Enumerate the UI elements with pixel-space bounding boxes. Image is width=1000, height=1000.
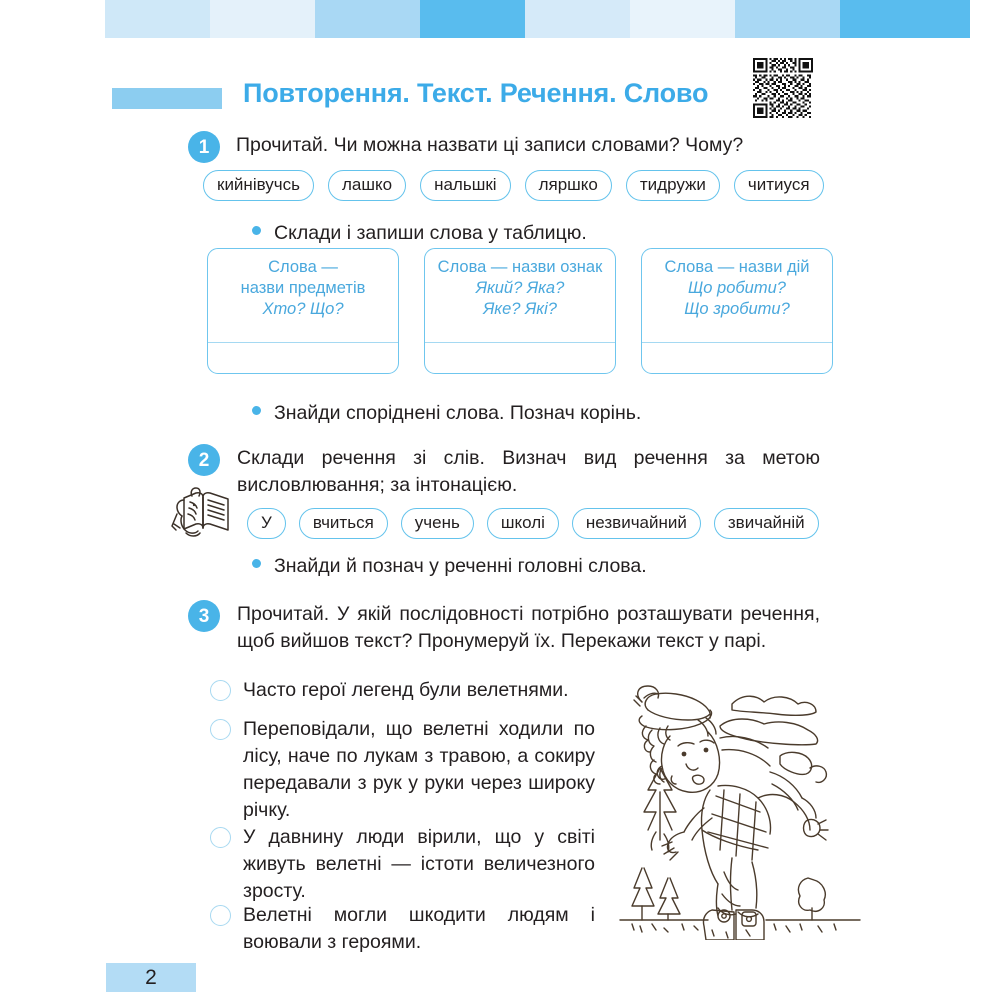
table-box-header	[208, 257, 398, 320]
table-box-adjectives[interactable]	[424, 248, 616, 374]
table-box-rule	[208, 342, 398, 343]
title-accent-bar	[112, 88, 222, 109]
header-stripe	[840, 0, 970, 38]
table-box-nouns[interactable]	[207, 248, 399, 374]
word-category-table	[207, 248, 833, 374]
exercise-1-bullet-2	[252, 402, 641, 425]
table-box-line-3: Хто? Що?	[262, 300, 344, 318]
table-box-line-3: Яке? Які?	[483, 300, 557, 318]
word-chip[interactable]: незвичайний	[572, 508, 701, 539]
table-box-line-1: Слова — назви дій	[664, 258, 810, 276]
word-chip[interactable]: ляршко	[525, 170, 612, 201]
table-box-line-2: Що робити?	[688, 279, 786, 297]
header-stripe	[525, 0, 630, 38]
header-stripe	[210, 0, 315, 38]
word-chip[interactable]: вчиться	[299, 508, 388, 539]
exercise-2-number-badge: 2	[188, 444, 220, 476]
word-chip[interactable]: звичайній	[714, 508, 819, 539]
word-chip[interactable]: кийнівучсь	[203, 170, 314, 201]
header-stripe	[420, 0, 525, 38]
bullet-label: Знайди й познач у реченні головні слова.	[274, 555, 647, 577]
page-number: 2	[145, 965, 157, 989]
exercise-1-number-badge: 1	[188, 131, 220, 163]
sequence-item[interactable]	[210, 716, 600, 824]
header-stripe	[315, 0, 420, 38]
table-box-rule	[642, 342, 832, 343]
exercise-3-number-badge: 3	[188, 600, 220, 632]
sequence-item-text: Часто герої легенд були велетнями.	[243, 679, 569, 701]
table-box-rule	[425, 342, 615, 343]
sequence-number-circle[interactable]	[210, 680, 231, 701]
word-chip[interactable]: учень	[401, 508, 474, 539]
bullet-dot-icon	[252, 406, 261, 415]
sequence-item-text: Переповідали, що велетні ходили по лісу, наче по лукам з травою, а сокиру передавали з рук у руки через широку річку.	[243, 718, 595, 821]
sequence-item[interactable]	[210, 824, 600, 905]
sequence-number-circle[interactable]	[210, 827, 231, 848]
word-chip[interactable]: читиуся	[734, 170, 824, 201]
header-stripe	[735, 0, 840, 38]
sequence-item-text: У давнину люди вірили, що у світі живуть велетні — істоти величезного зросту.	[243, 826, 595, 902]
table-box-line-2: назви предметів	[240, 279, 366, 297]
table-box-line-2: Який? Яка?	[475, 279, 565, 297]
word-chip[interactable]: школі	[487, 508, 559, 539]
header-stripe-band	[105, 0, 1000, 38]
exercise-2-bullet-1	[252, 555, 647, 578]
qr-code-icon	[753, 58, 813, 118]
sequence-item[interactable]	[210, 902, 600, 956]
table-box-line-3: Що зробити?	[684, 300, 790, 318]
bullet-label: Склади і запиши слова у таблицю.	[274, 222, 587, 244]
page-title: Повторення. Текст. Речення. Слово	[243, 78, 709, 108]
sequence-item-text: Велетні могли шкодити людям і воювали з героями.	[243, 904, 595, 953]
bullet-dot-icon	[252, 559, 261, 568]
exercise-2-chip-row	[247, 508, 825, 539]
word-chip[interactable]: тидружи	[626, 170, 720, 201]
hand-writing-book-icon	[170, 484, 232, 542]
table-box-header	[642, 257, 832, 320]
word-chip[interactable]: лашко	[328, 170, 406, 201]
exercise-1-bullet-1	[252, 222, 587, 245]
exercise-3-prompt: Прочитай. У якій послідовності потрібно розташувати речення, щоб вийшов текст? Пронумеруй їх. Перекажи текст у парі.	[237, 603, 820, 652]
word-chip[interactable]: У	[247, 508, 286, 539]
header-stripe	[105, 0, 210, 38]
table-box-line-1: Слова —	[268, 258, 338, 276]
table-box-line-1: Слова — назви ознак	[437, 258, 603, 276]
sequence-item[interactable]	[210, 677, 600, 704]
bullet-dot-icon	[252, 226, 261, 235]
page-number-box	[106, 963, 196, 992]
exercise-1-chip-row	[203, 170, 825, 201]
exercise-1-prompt: Прочитай. Чи можна назвати ці записи словами? Чому?	[236, 134, 744, 156]
word-chip[interactable]: нальшкі	[420, 170, 510, 201]
table-box-verbs[interactable]	[641, 248, 833, 374]
exercise-2-prompt: Склади речення зі слів. Визнач вид речення за метою висловлювання; за інтонацією.	[237, 447, 820, 496]
sequence-number-circle[interactable]	[210, 905, 231, 926]
header-stripe	[630, 0, 735, 38]
title-row	[0, 78, 1000, 124]
bullet-label: Знайди споріднені слова. Познач корінь.	[274, 402, 642, 424]
table-box-header	[425, 257, 615, 320]
giant-with-tree-illustration	[612, 672, 868, 940]
sequence-number-circle[interactable]	[210, 719, 231, 740]
